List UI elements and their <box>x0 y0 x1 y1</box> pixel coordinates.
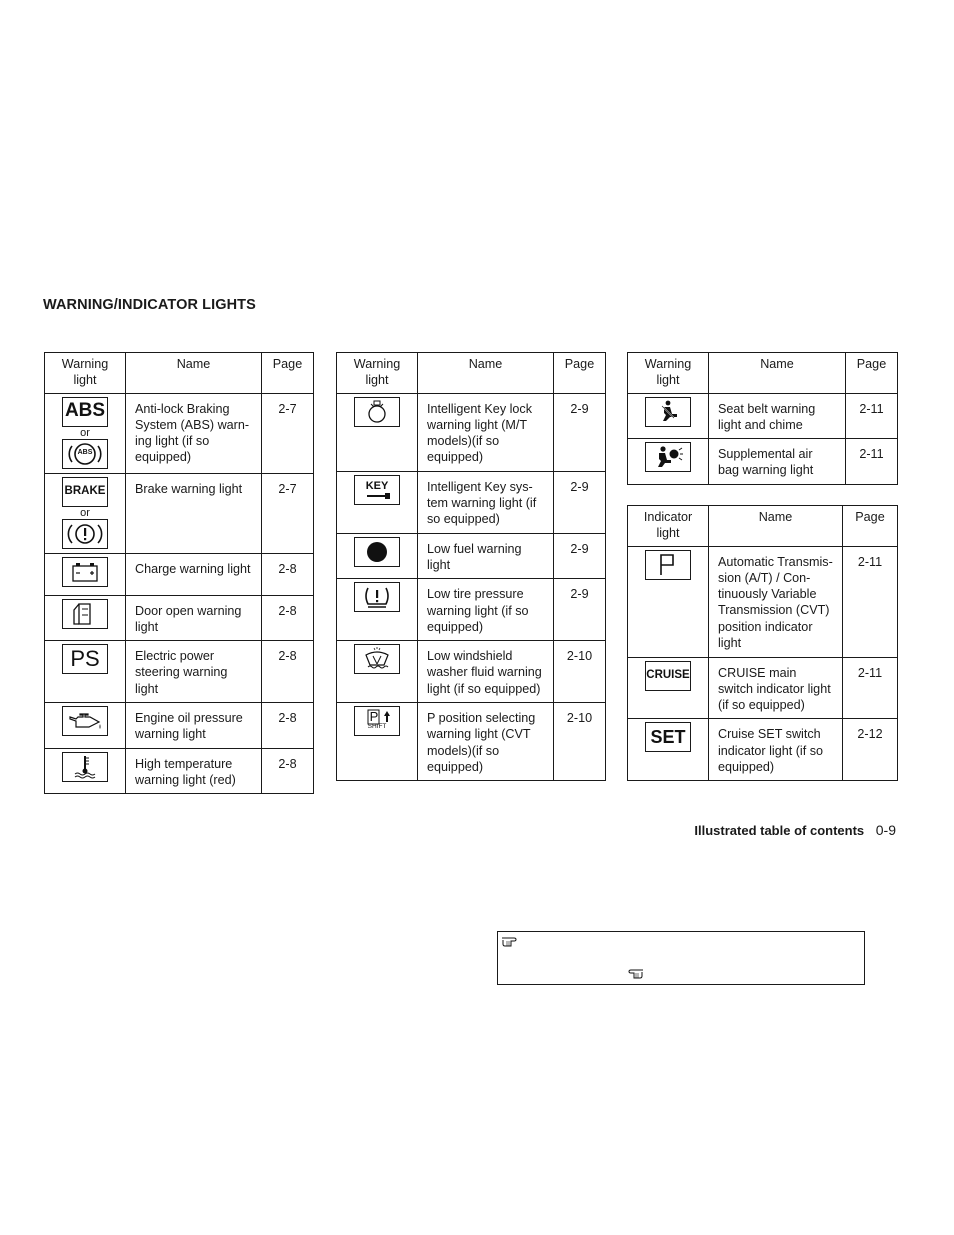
or-label: or <box>80 426 90 439</box>
brake-circle-icon <box>62 519 108 549</box>
row-page: 2-9 <box>554 471 606 533</box>
table-row <box>628 546 898 657</box>
table-row <box>628 719 898 781</box>
pointing-hand-icon <box>501 934 521 953</box>
page-footer <box>694 822 896 838</box>
row-page: 2-9 <box>554 393 606 471</box>
col-header-indicator-light: Indicator light <box>628 506 709 547</box>
table-row <box>628 657 898 719</box>
coolant-temp-icon <box>62 752 108 782</box>
brake-icon: BRAKE <box>62 477 108 507</box>
table-row <box>628 439 898 485</box>
row-name: CRUISE main switch indicator light (if so equipped) <box>709 657 843 719</box>
warning-lights-table-2 <box>336 352 606 781</box>
row-name: Anti-lock Braking System (ABS) warn-ing light (if so equipped) <box>126 393 262 473</box>
key-lock-icon <box>354 397 400 427</box>
row-page: 2-8 <box>262 703 314 749</box>
row-page: 2-7 <box>262 393 314 473</box>
row-name: Intelligent Key lock warning light (M/T models)(if so equipped) <box>418 393 554 471</box>
row-name: P position selecting warning light (CVT models)(if so equipped) <box>418 703 554 781</box>
row-page: 2-10 <box>554 703 606 781</box>
table-row <box>337 641 606 703</box>
table-row <box>628 393 898 439</box>
table-row <box>337 579 606 641</box>
row-page: 2-8 <box>262 748 314 794</box>
col-header-warning-light: Warning light <box>628 353 709 394</box>
table-row <box>337 703 606 781</box>
section-title: WARNING/INDICATOR LIGHTS <box>43 297 256 313</box>
door-open-icon <box>62 599 108 629</box>
row-page: 2-9 <box>554 579 606 641</box>
row-page: 2-10 <box>554 641 606 703</box>
table-row <box>337 471 606 533</box>
key-system-icon: KEY <box>354 475 400 505</box>
warning-lights-table-3 <box>627 352 898 485</box>
table-row <box>45 703 314 749</box>
row-name: Automatic Transmis-sion (A/T) / Con-tinuously Variable Transmission (CVT) position indicator light <box>709 546 843 657</box>
col-header-warning-light: Warning light <box>337 353 418 394</box>
power-steering-icon: PS <box>62 644 108 674</box>
abs-icon: ABS <box>62 397 108 427</box>
airbag-icon <box>645 442 691 472</box>
indicator-lights-table <box>627 505 898 781</box>
col-header-page: Page <box>262 353 314 394</box>
row-page: 2-8 <box>262 595 314 641</box>
row-name: Charge warning light <box>126 553 262 595</box>
tire-pressure-icon <box>354 582 400 612</box>
row-name: Low windshield washer fluid warning light (if so equipped) <box>418 641 554 703</box>
table-row <box>45 393 314 473</box>
row-page: 2-8 <box>262 553 314 595</box>
row-page: 2-12 <box>843 719 898 781</box>
table-row <box>45 473 314 553</box>
set-icon: SET <box>645 722 691 752</box>
battery-icon <box>62 557 108 587</box>
row-name: Door open warning light <box>126 595 262 641</box>
cruise-icon: CRUISE <box>645 661 691 691</box>
abs-circle-icon: ABS <box>62 439 108 469</box>
col-header-page: Page <box>843 506 898 547</box>
page-number: 0-9 <box>875 822 896 838</box>
col-header-name: Name <box>709 353 846 394</box>
low-fuel-icon <box>354 537 400 567</box>
row-name: Supplemental air bag warning light <box>709 439 846 485</box>
col-header-name: Name <box>418 353 554 394</box>
row-page: 2-9 <box>554 533 606 579</box>
row-page: 2-11 <box>846 393 898 439</box>
table-row <box>45 595 314 641</box>
washer-fluid-icon <box>354 644 400 674</box>
footer-title: Illustrated table of contents <box>694 823 865 838</box>
col-header-page: Page <box>554 353 606 394</box>
row-name: Electric power steering warning light <box>126 641 262 703</box>
row-name: Engine oil pressure warning light <box>126 703 262 749</box>
row-name: Seat belt warning light and chime <box>709 393 846 439</box>
row-page: 2-8 <box>262 641 314 703</box>
seat-belt-icon <box>645 397 691 427</box>
row-name: Cruise SET switch indicator light (if so equipped) <box>709 719 843 781</box>
row-name: Low tire pressure warning light (if so equipped) <box>418 579 554 641</box>
row-name: High temperature warning light (red) <box>126 748 262 794</box>
table-row <box>45 748 314 794</box>
table-row <box>337 533 606 579</box>
row-page: 2-7 <box>262 473 314 553</box>
row-page: 2-11 <box>846 439 898 485</box>
row-page: 2-11 <box>843 657 898 719</box>
col-header-name: Name <box>709 506 843 547</box>
p-position-icon <box>645 550 691 580</box>
p-shift-icon: P SHIFT <box>354 706 400 736</box>
oil-can-icon <box>62 706 108 736</box>
col-header-name: Name <box>126 353 262 394</box>
reference-box <box>497 931 865 985</box>
row-name: Intelligent Key sys-tem warning light (if so equipped) <box>418 471 554 533</box>
col-header-warning-light: Warning light <box>45 353 126 394</box>
row-page: 2-11 <box>843 546 898 657</box>
row-name: Low fuel warning light <box>418 533 554 579</box>
table-row <box>337 393 606 471</box>
col-header-page: Page <box>846 353 898 394</box>
table-row <box>45 553 314 595</box>
pointing-hand-icon <box>624 966 644 985</box>
table-row <box>45 641 314 703</box>
warning-lights-table-1 <box>44 352 314 794</box>
row-name: Brake warning light <box>126 473 262 553</box>
or-label: or <box>80 506 90 519</box>
